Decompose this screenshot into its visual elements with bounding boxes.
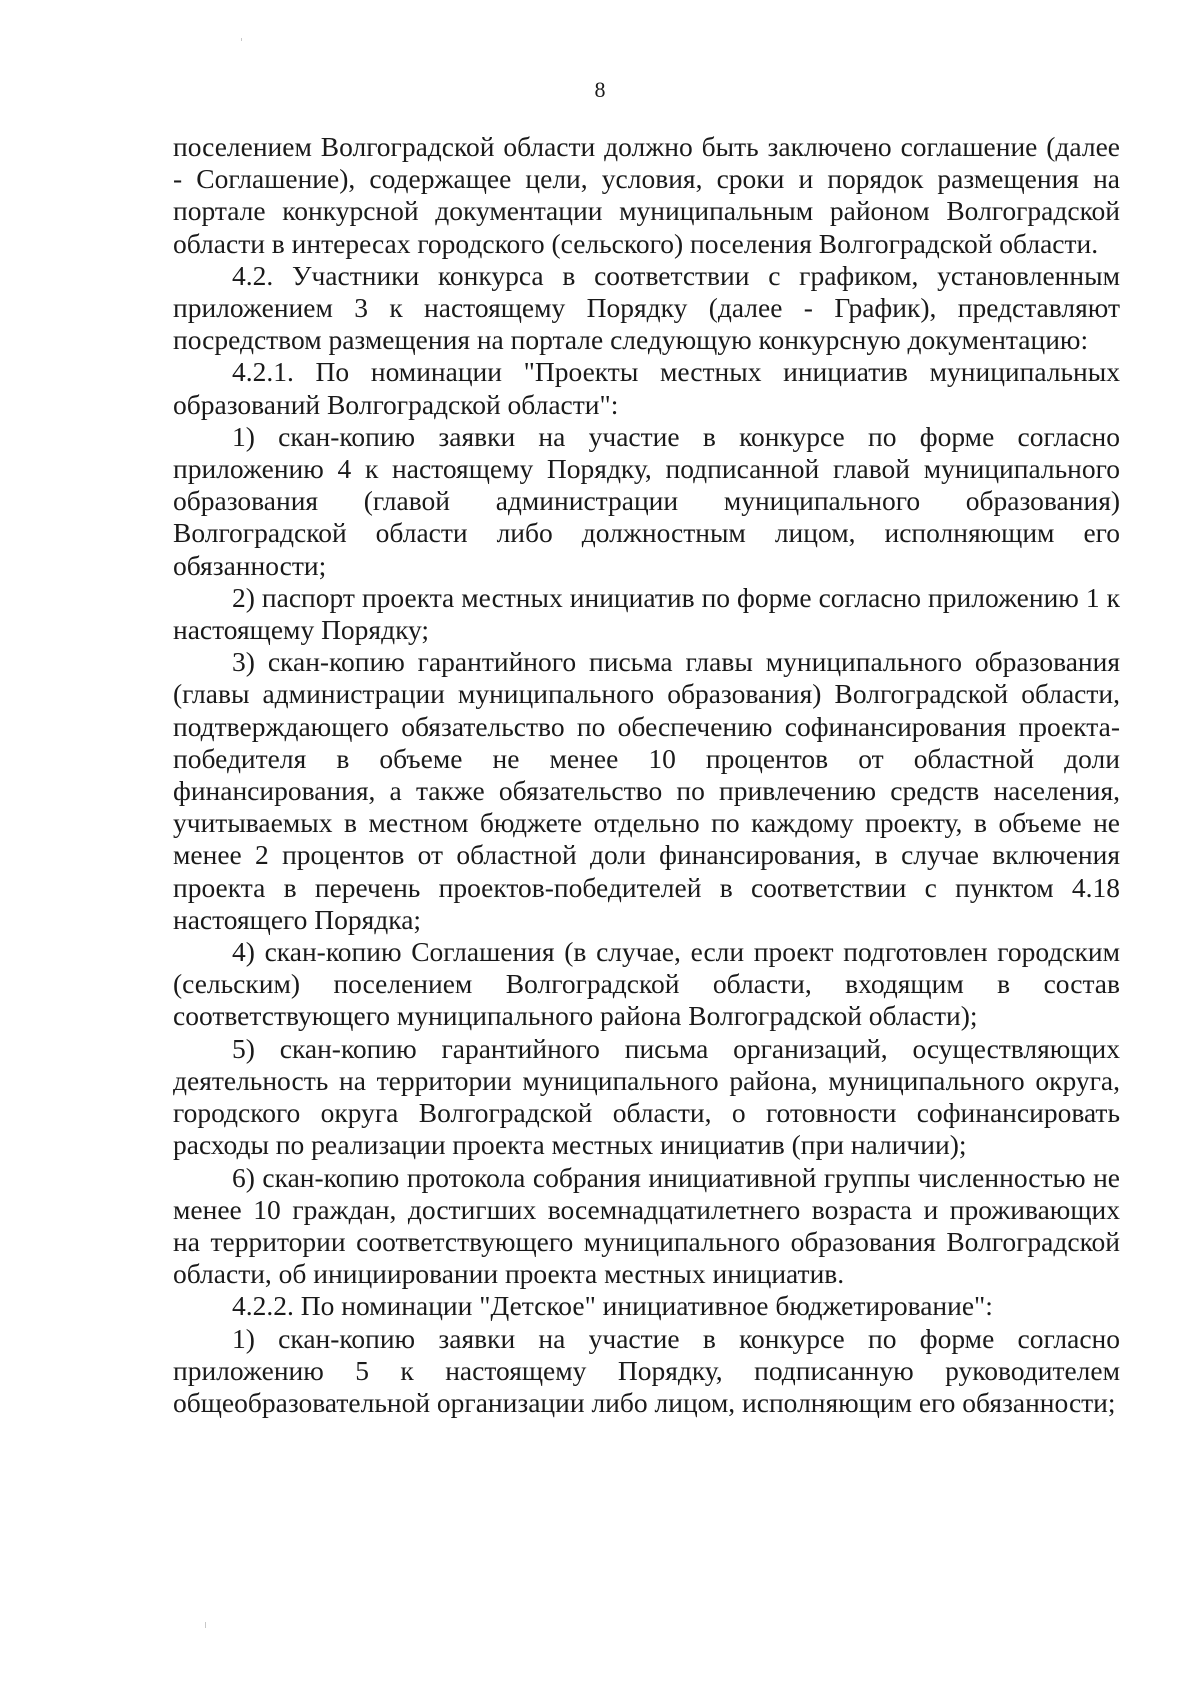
paragraph: 1) скан-копию заявки на участие в конкурсе по форме согласно приложению 4 к настоящему Порядку, подписанной главой муниципального образования (главой администрации муниципального образования) Волгоградской области либо должностным лицом, исполняющим его обязанности; <box>173 420 1120 581</box>
paragraph: 3) скан-копию гарантийного письма главы муниципального образования (главы администрации муниципального образования) Волгоградской области, подтверждающего обязательство по обеспечению софинансирования проекта-победителя в объеме не менее 10 процентов от областной доли финансирования, а также обязательство по привлечению средств населения, учитываемых в местном бюджете отдельно по каждому проекту, в объеме не менее 2 процентов от областной доли финансирования, в случае включения проекта в перечень проектов-победителей в соответствии с пунктом 4.18 настоящего Порядка; <box>173 646 1120 935</box>
paragraph: 4) скан-копию Соглашения (в случае, если проект подготовлен городским (сельским) поселением Волгоградской области, входящим в состав соответствующего муниципального района Волгоградской области); <box>173 936 1120 1032</box>
paragraph: 4.2. Участники конкурса в соответствии с графиком, установленным приложением 3 к настоящему Порядку (далее - График), представляют посредством размещения на портале следующую конкурсную документацию: <box>173 259 1120 356</box>
paragraph: 5) скан-копию гарантийного письма организаций, осуществляющих деятельность на территории муниципального района, муниципального округа, городского округа Волгоградской области, о готовности софинансировать расходы по реализации проекта местных инициатив (при наличии); <box>173 1032 1120 1161</box>
paragraph: 4.2.1. По номинации "Проекты местных инициатив муниципальных образований Волгоградской области": <box>173 356 1120 420</box>
paragraph: 1) скан-копию заявки на участие в конкурсе по форме согласно приложению 5 к настоящему Порядку, подписанную руководителем общеобразовательной организации либо лицом, исполняющим его обязанности; <box>173 1322 1120 1418</box>
paragraph: 6) скан-копию протокола собрания инициативной группы численностью не менее 10 граждан, достигших восемнадцатилетнего возраста и проживающих на территории соответствующего муниципального образования Волгоградской области, об инициировании проекта местных инициатив. <box>173 1161 1120 1290</box>
paragraph: 2) паспорт проекта местных инициатив по форме согласно приложению 1 к настоящему Порядку; <box>173 581 1120 646</box>
paragraph: поселением Волгоградской области должно быть заключено соглашение (далее - Соглашение), содержащее цели, условия, сроки и порядок размещения на портале конкурсной документации муниципальным районом Волгоградской области в интересах городского (сельского) поселения Волгоградской области. <box>173 131 1120 259</box>
paragraph: 4.2.2. По номинации "Детское" инициативное бюджетирование": <box>232 1290 993 1322</box>
scan-artifact <box>205 1622 206 1628</box>
document-body <box>173 131 1120 1419</box>
scan-artifact <box>241 38 242 41</box>
page-number: 8 <box>594 77 606 102</box>
